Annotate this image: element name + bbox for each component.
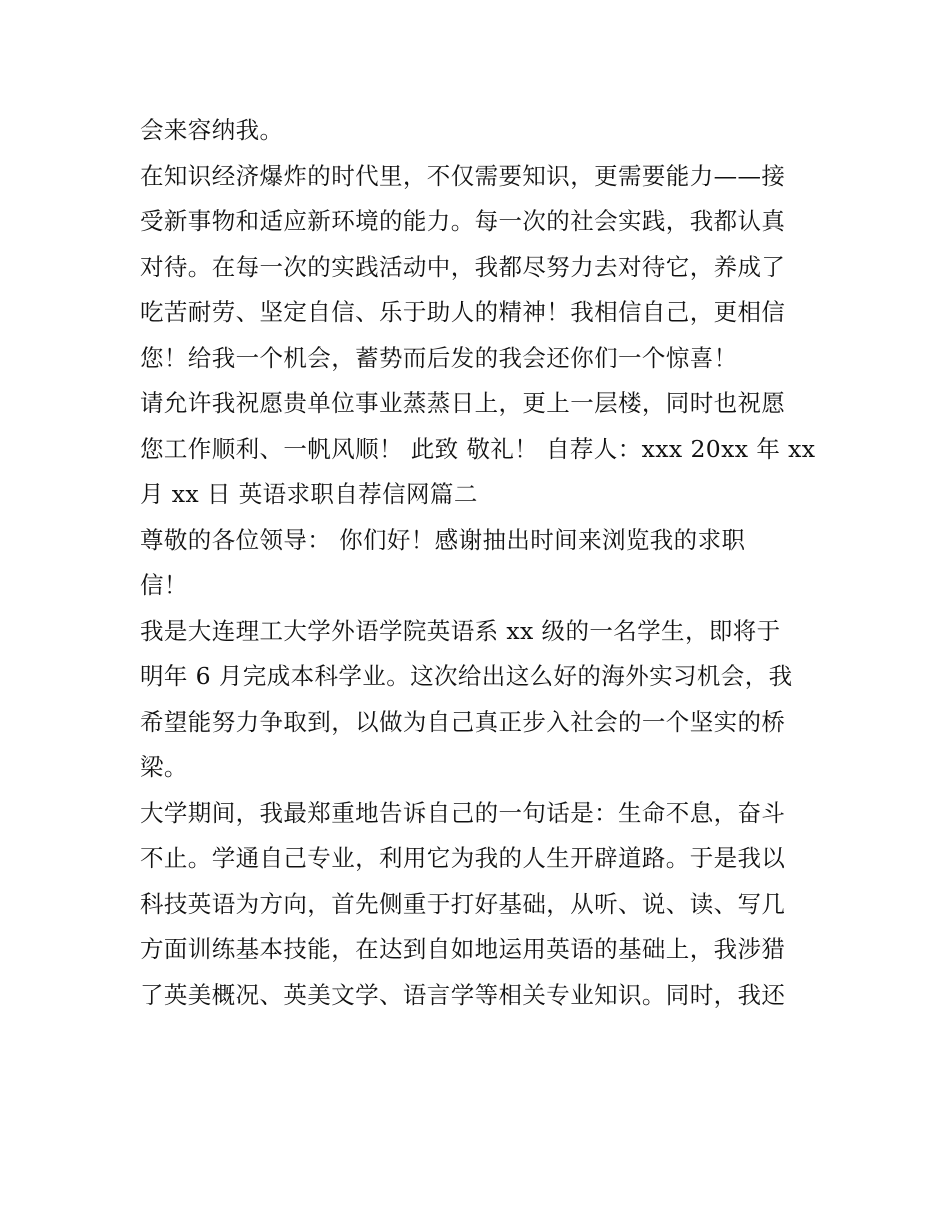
text-line: 您！给我一个机会，蓄势而后发的我会还你们一个惊喜！: [140, 343, 738, 372]
text-line: 梁。: [140, 753, 188, 781]
text-line: 方面训练基本技能，在达到自如地运用英语的基础上，我涉猎: [140, 935, 786, 963]
text-line: 了英美概况、英美文学、语言学等相关专业知识。同时，我还: [140, 980, 786, 1009]
text-line: 会来容纳我。: [140, 116, 284, 144]
text-line: 您工作顺利、一帆风顺！ 此致 敬礼！ 自荐人：xxx 20xx 年 xx: [140, 434, 816, 463]
text-line: 在知识经济爆炸的时代里，不仅需要知识，更需要能力——接: [140, 161, 786, 190]
text-line: 我是大连理工大学外语学院英语系 xx 级的一名学生，即将于: [140, 616, 781, 645]
text-line: 受新事物和适应新环境的能力。每一次的社会实践，我都认真: [140, 207, 786, 235]
text-line: 对待。在每一次的实践活动中，我都尽努力去对待它，养成了: [140, 252, 786, 281]
text-line: 不止。学通自己专业，利用它为我的人生开辟道路。于是我以: [140, 844, 786, 872]
text-line: 信！: [140, 571, 188, 599]
text-line: 科技英语为方向，首先侧重于打好基础，从听、说、读、写几: [140, 889, 786, 918]
text-line: 明年 6 月完成本科学业。这次给出这么好的海外实习机会，我: [140, 662, 793, 690]
text-line: 请允许我祝愿贵单位事业蒸蒸日上，更上一层楼，同时也祝愿: [140, 389, 786, 417]
text-line: 尊敬的各位领导： 你们好！感谢抽出时间来浏览我的求职: [140, 525, 746, 554]
text-line: 月 xx 日 英语求职自荐信网篇二: [140, 480, 478, 508]
text-line: 希望能努力争取到，以做为自己真正步入社会的一个坚实的桥: [140, 707, 786, 736]
text-line: 大学期间，我最郑重地告诉自己的一句话是：生命不息，奋斗: [140, 798, 786, 827]
text-line: 吃苦耐劳、坚定自信、乐于助人的精神！我相信自己，更相信: [140, 298, 786, 326]
document-body: [140, 108, 820, 1018]
